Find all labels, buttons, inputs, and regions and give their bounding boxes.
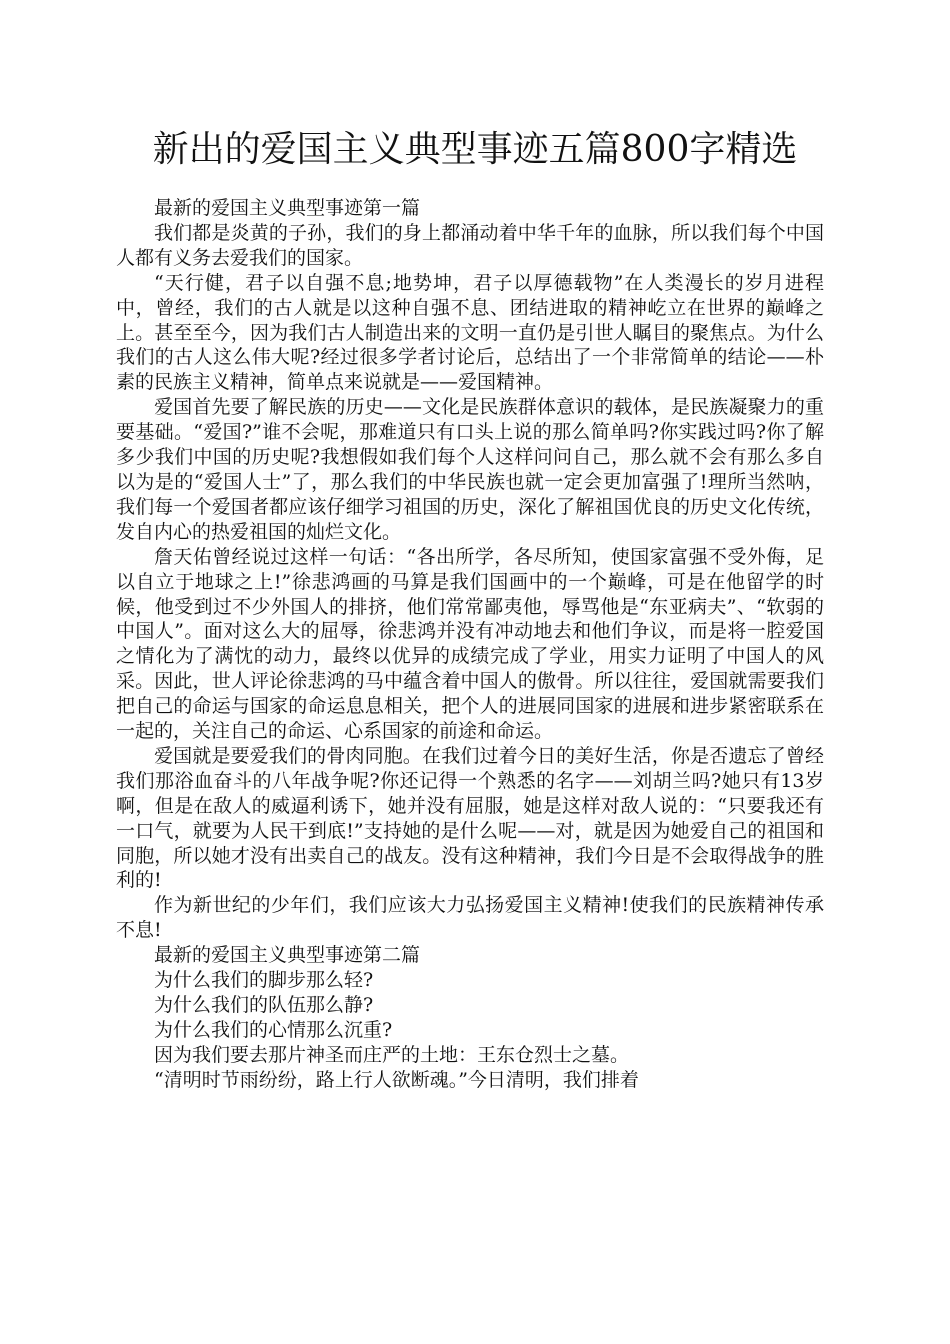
paragraph: 詹天佑曾经说过这样一句话：“各出所学，各尽所知，使国家富强不受外侮，足以自立于地球之上!”徐悲鸿画的马算是我们国画中的一个巅峰，可是在他留学的时候，他受到过不少外国人的排挤，他们常常鄙夷他，辱骂他是“东亚病夫”、“软弱的中国人”。面对这么大的屈辱，徐悲鸿并没有冲动地去和他们争议，而是将一腔爱国之情化为了满忱的动力，最终以优异的成绩完成了学业，用实力证明了中国人的风采。因此，世人评论徐悲鸿的马中蕴含着中国人的傲骨。所以往往，爱国就需要我们把自己的命运与国家的命运息息相关，把个人的进展同国家的进展和进步紧密联系在一起的，关注自己的命运、心系国家的前途和命运。 bbox=[116, 545, 824, 743]
paragraph: 爱国就是要爱我们的骨肉同胞。在我们过着今日的美好生活，你是否遗忘了曾经我们那浴血奋斗的八年战争呢?你还记得一个熟悉的名字——刘胡兰吗?她只有13岁啊，但是在敌人的威逼利诱下，她并没有屈服，她是这样对敌人说的：“只要我还有一口气，就要为人民干到底!”支持她的是什么呢——对，就是因为她爱自己的祖国和同胞，所以她才没有出卖自己的战友。没有这种精神，我们今日是不会取得战争的胜利的! bbox=[116, 744, 824, 892]
paragraph: “清明时节雨纷纷，路上行人欲断魂。”今日清明，我们排着 bbox=[154, 1068, 639, 1091]
paragraph: 为什么我们的心情那么沉重? bbox=[154, 1018, 393, 1041]
document-title: 新出的爱国主义典型事迹五篇800字精选 bbox=[152, 129, 798, 170]
paragraph: 为什么我们的队伍那么静? bbox=[154, 994, 374, 1016]
document-body bbox=[116, 196, 824, 1093]
section-heading-1: 最新的爱国主义典型事迹第一篇 bbox=[154, 197, 421, 219]
paragraph: 作为新世纪的少年们，我们应该大力弘扬爱国主义精神!使我们的民族精神传承不息! bbox=[116, 894, 824, 942]
section-heading-2: 最新的爱国主义典型事迹第二篇 bbox=[154, 944, 421, 967]
paragraph: 爱国首先要了解民族的历史——文化是民族群体意识的载体，是民族凝聚力的重要基础。“爱国?”谁不会呢，那难道只有口头上说的那么简单吗?你实践过吗?你了解多少我们中国的历史呢?我想假如我们每个人这样问问自己，那么就不会有那么多自以为是的“爱国人士”了，那么我们的中华民族也就一定会更加富强了!理所当然呐，我们每一个爱国者都应该仔细学习祖国的历史，深化了解祖国优良的历史文化传统，发自内心的热爱祖国的灿烂文化。 bbox=[116, 396, 824, 543]
paragraph: “天行健，君子以自强不息;地势坤，君子以厚德载物”在人类漫长的岁月进程中，曾经，我们的古人就是以这种自强不息、团结进取的精神屹立在世界的巅峰之上。甚至至今，因为我们古人制造出来的文明一直仍是引世人瞩目的聚焦点。为什么我们的古人这么伟大呢?经过很多学者讨论后，总结出了一个非常简单的结论——朴素的民族主义精神，简单点来说就是——爱国精神。 bbox=[116, 271, 824, 394]
paragraph: 为什么我们的脚步那么轻? bbox=[154, 969, 374, 992]
paragraph: 我们都是炎黄的子孙，我们的身上都涌动着中华千年的血脉，所以我们每个中国人都有义务去爱我们的国家。 bbox=[116, 221, 824, 269]
paragraph: 因为我们要去那片神圣而庄严的土地：王东仓烈士之墓。 bbox=[154, 1043, 630, 1066]
